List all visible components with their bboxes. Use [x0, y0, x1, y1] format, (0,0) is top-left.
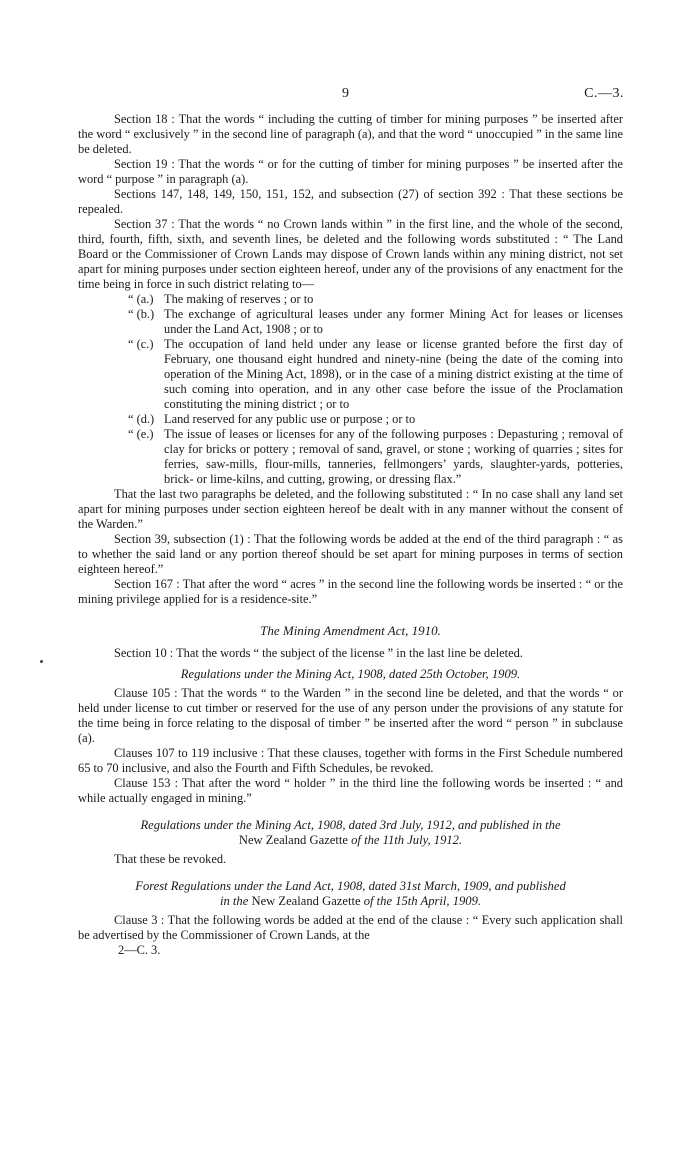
item-text: The making of reserves ; or to	[164, 292, 314, 306]
paragraph-clauses-107-119: Clauses 107 to 119 inclusive : That these clauses, together with forms in the First Schedule numbered 65 to 70 inclusive, and also the Fourth and Fifth Schedules, be revoked.	[78, 746, 623, 775]
paragraph-section-19: Section 19 : That the words “ or for the cutting of timber for mining purposes ” be inserted after the word “ purpose ” in paragraph (a).	[78, 157, 623, 186]
paragraph-section-39: Section 39, subsection (1) : That the following words be added at the end of the third paragraph : “ as to whether the said land or any portion thereof should be set apart for mining purposes in terms of section eighteen hereof.”	[78, 532, 623, 576]
paragraph-revoked: That these be revoked.	[114, 852, 227, 866]
document-body	[78, 112, 623, 958]
heading-line: Forest Regulations under the Land Act, 1908, dated 31st March, 1909, and published	[135, 879, 566, 893]
item-label: “ (d.)	[128, 412, 155, 426]
heading-line: of the 15th April, 1909.	[363, 894, 482, 908]
item-label: “ (a.)	[128, 292, 154, 306]
heading-mining-amendment-act-1910: The Mining Amendment Act, 1910.	[260, 623, 441, 638]
paragraph-clause-153: Clause 153 : That after the word “ holder ” in the third line the following words be inserted : “ and while actually engaged in mining.”	[78, 776, 623, 805]
heading-line: in the	[219, 894, 249, 908]
margin-mark	[40, 660, 43, 663]
item-label: “ (c.)	[128, 337, 154, 351]
item-text: Land reserved for any public use or purpose ; or to	[164, 412, 416, 426]
substituted-items-list	[128, 292, 623, 487]
page-number: 9	[342, 86, 349, 101]
paragraph-section-167: Section 167 : That after the word “ acres ” in the second line the following words be inserted : “ or the mining privilege applied for is a residence-site.”	[78, 577, 623, 606]
paragraph-last-two: That the last two paragraphs be deleted, and the following substituted : “ In no case shall any land set apart for mining purposes under section eighteen hereof be dealt with in any manner without the consent of the Warden.”	[78, 487, 623, 531]
item-label: “ (b.)	[128, 307, 155, 321]
gazette-name: New Zealand Gazette	[251, 894, 361, 908]
list-item	[128, 427, 623, 487]
heading-line: Regulations under the Mining Act, 1908, dated 3rd July, 1912, and published in the	[140, 818, 561, 832]
heading-regulations-1912	[78, 818, 623, 848]
paragraph-section-18: Section 18 : That the words “ including the cutting of timber for mining purposes ” be inserted after the word “ exclusively ” in the second line of paragraph (a), and that the word “ unoccupied ” in the same line be deleted.	[78, 112, 623, 156]
paragraph-clause-3: Clause 3 : That the following words be added at the end of the clause : “ Every such application shall be advertised by the Commissioner of Crown Lands, at the	[78, 913, 623, 942]
page-header	[0, 86, 700, 106]
heading-line: of the 11th July, 1912.	[351, 833, 463, 847]
paragraph-sections-147-152: Sections 147, 148, 149, 150, 151, 152, and subsection (27) of section 392 : That these sections be repealed.	[78, 187, 623, 216]
document-reference: C.—3.	[584, 86, 624, 101]
item-label: “ (e.)	[128, 427, 154, 441]
paragraph-section-10: Section 10 : That the words “ the subject of the license ” in the last line be deleted.	[114, 646, 523, 660]
heading-regulations-1909: Regulations under the Mining Act, 1908, dated 25th October, 1909.	[180, 667, 521, 681]
list-item	[128, 412, 623, 427]
item-text: The exchange of agricultural leases under any former Mining Act for leases or licenses under the Land Act, 1908 ; or to	[164, 307, 623, 336]
paragraph-section-37: Section 37 : That the words “ no Crown lands within ” in the first line, and the whole of the second, third, fourth, fifth, sixth, and seventh lines, be deleted and the following words substituted : “ The Land Board or the Commissioner of Crown Lands may dispose of Crown lands within any mining district, not set apart for mining purposes under section eighteen hereof, under any of the provisions of any enactment for the time being in force in such district relating to—	[78, 217, 623, 291]
heading-forest-regulations	[78, 879, 623, 909]
item-text: The occupation of land held under any lease or license granted before the first day of February, one thousand eight hundred and ninety-nine (being the date of the coming into operation of the Mining Act, 1898), or in the case of a mining district existing at the time of such coming into operation, and in any other case before the issue of the Proclamation constituting the mining district ; or to	[164, 337, 623, 411]
list-item	[128, 292, 623, 307]
list-item	[128, 307, 623, 337]
signature-mark: 2—C. 3.	[118, 943, 161, 957]
gazette-name: New Zealand Gazette	[238, 833, 348, 847]
list-item	[128, 337, 623, 412]
item-text: The issue of leases or licenses for any of the following purposes : Depasturing ; removal of clay for bricks or pottery ; removal of sand, gravel, or stone ; working of quarries ; sites for ferries, saw-mills, flour-mills, tanneries, fellmongers’ yards, slaughter-yards, potteries, brick- or lime-kilns, and cutting, growing, or dressing flax.”	[164, 427, 623, 486]
paragraph-clause-105: Clause 105 : That the words “ to the Warden ” in the second line be deleted, and that the words “ or held under license to cut timber or reserved for the use of any person under the provisions of any statute for the time being in force relating to the disposal of timber ” be inserted after the word “ person ” in subclause (a).	[78, 686, 623, 745]
